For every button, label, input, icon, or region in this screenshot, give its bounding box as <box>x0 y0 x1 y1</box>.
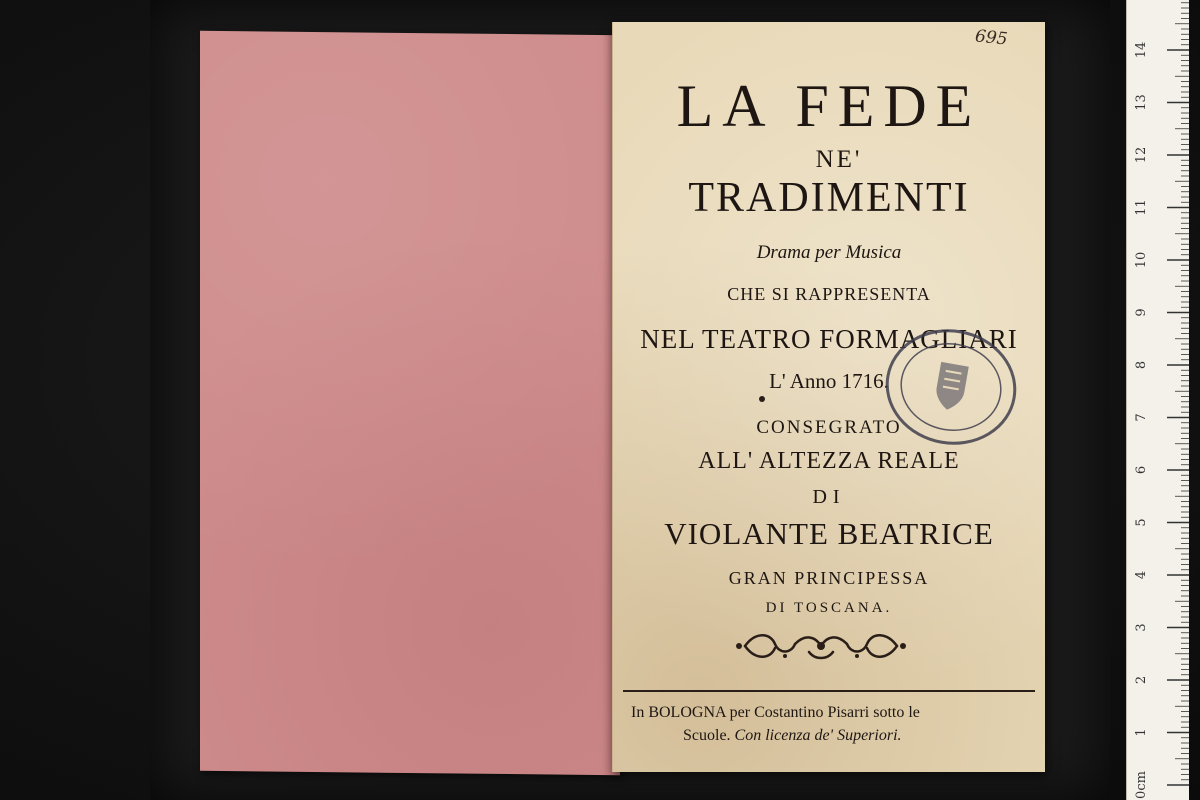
line-consegrato: CONSEGRATO <box>756 417 902 438</box>
measurement-ruler <box>1126 0 1189 800</box>
line-anno: L' Anno 1716. <box>769 369 889 393</box>
title-line-ne: NE' <box>815 146 863 173</box>
ornament-icon <box>725 622 917 670</box>
imprint-licenza: Con licenza de' Superiori. <box>730 727 902 744</box>
ruler-label: 10 <box>1134 251 1149 269</box>
line-altezza-reale: ALL' ALTEZZA REALE <box>698 448 960 474</box>
line-di-toscana: DI TOSCANA. <box>765 600 893 616</box>
ruler-label: 2 <box>1134 675 1149 685</box>
imprint-line-2 <box>631 727 1031 745</box>
imprint-printer: per Costantino Pisarri sotto le <box>725 704 920 721</box>
ruler-label: 5 <box>1134 518 1149 527</box>
ruler-label: 8 <box>1134 360 1149 370</box>
title-line-la-fede: LA FEDE <box>676 73 982 139</box>
line-di: DI <box>812 486 846 508</box>
ruler-label: 11 <box>1134 199 1149 216</box>
ruler-label: 7 <box>1134 413 1149 422</box>
imprint-rule <box>623 690 1035 692</box>
ruler-label: 9 <box>1134 308 1149 317</box>
title-page-text <box>613 22 1045 772</box>
ruler-label: 14 <box>1134 41 1149 59</box>
ruler-label: 13 <box>1134 94 1149 111</box>
library-stamp <box>871 311 1031 463</box>
ruler-label: 0cm <box>1134 771 1149 799</box>
ruler-label: 4 <box>1134 570 1149 580</box>
line-gran-principessa: GRAN PRINCIPESSA <box>728 568 930 588</box>
imprint-scuole: Scuole. <box>683 727 731 744</box>
shelfmark: 695 <box>973 26 1008 50</box>
subtitle-drama: Drama per Musica <box>756 242 902 263</box>
ruler-scale <box>1127 0 1189 800</box>
ruler-label: 12 <box>1134 146 1149 164</box>
line-violante-beatrice: VIOLANTE BEATRICE <box>664 516 994 551</box>
line-teatro: NEL TEATRO FORMAGLIARI <box>640 324 1018 354</box>
ruler-label: 3 <box>1134 623 1149 632</box>
title-page <box>612 22 1045 772</box>
pink-cover <box>200 31 620 775</box>
ruler-label: 1 <box>1134 728 1149 737</box>
bullet-dot <box>759 396 765 402</box>
title-line-tradimenti: TRADIMENTI <box>688 175 970 221</box>
imprint-line-1 <box>631 704 1031 722</box>
line-che-si-rappresenta: CHE SI RAPPRESENTA <box>727 284 931 304</box>
imprint-city: In BOLOGNA <box>631 704 726 721</box>
ruler-label: 6 <box>1134 465 1149 475</box>
